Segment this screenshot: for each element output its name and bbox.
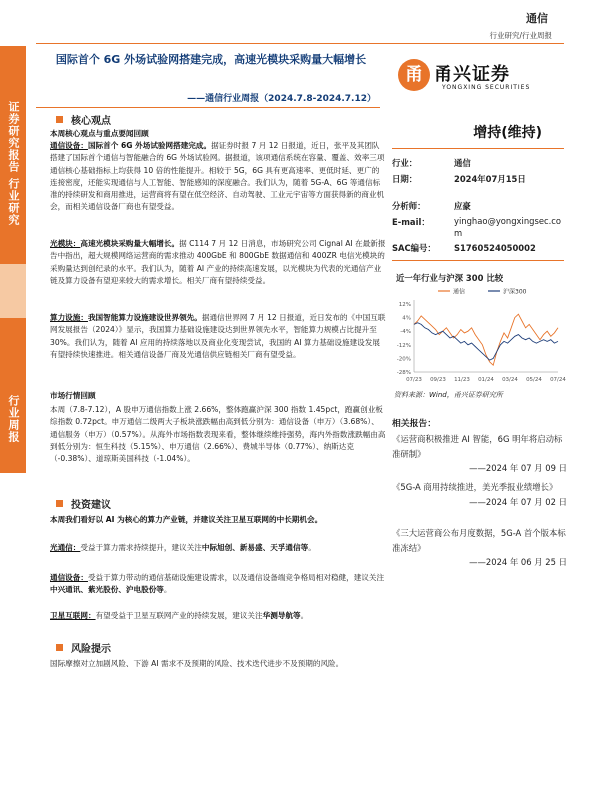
company-name: 甬兴证券 xyxy=(434,64,510,85)
related-report-item[interactable] xyxy=(392,480,567,509)
analyst-row xyxy=(392,199,471,213)
invest-text: 受益于算力带动的通信基础设施建设需求，以及通信设备端竞争格局相对稳健，建议关注 xyxy=(87,573,385,582)
info-divider xyxy=(392,260,564,261)
invest-label: 光通信： xyxy=(50,543,81,552)
section-marker-icon xyxy=(56,644,63,651)
analyst-key: SAC编号： xyxy=(392,243,436,253)
p3-body: 据通信世界网 7 月 12 日报道，近日发布的《中国互联网发展报告（2024）》显示，我国算力基础设施建设达到世界领先水平，智能算力规模占比提升至 30%。我们认为，随着 AI 应用的持续落地以及商业化变现尝试，我国的 AI 算力基础设施建设发展有望持续快速推进。相关通信设备厂商及光通信供应链相关厂商有望受益。 xyxy=(50,313,386,359)
related-report-title[interactable]: 《5G-A 商用持续推进，美光季报业绩增长》 xyxy=(392,482,558,492)
core-intro-text: 本周核心观点与重点要闻回顾 xyxy=(50,129,149,138)
info-value: 2024年07月15日 xyxy=(454,174,526,184)
paragraph-telecom-equipment xyxy=(50,140,386,214)
section-marker-icon xyxy=(56,500,63,507)
side-tab-report: 证券研究报告 行业研究 xyxy=(0,46,26,264)
info-value: 通信 xyxy=(454,158,471,168)
core-intro xyxy=(50,128,386,140)
p1-head: 国际首个 6G 外场试验网搭建完成。 xyxy=(87,141,212,150)
invest-stocks: 中际旭创、新易盛、天孚通信等 xyxy=(201,543,309,552)
invest-lead-text: 本周我们看好以 AI 为核心的算力产业链，并建议关注卫星互联网的中长期机会。 xyxy=(50,515,323,524)
related-report-date: ——2024 年 06 月 25 日 xyxy=(469,557,567,567)
p3-label: 算力设施： xyxy=(50,313,88,322)
analyst-key: E-mail： xyxy=(392,217,430,227)
performance-chart xyxy=(392,284,564,389)
x-tick-label: 01/24 xyxy=(478,377,494,383)
header-report-type: 行业研究/行业周报 xyxy=(489,31,552,40)
related-report-item[interactable] xyxy=(392,432,567,476)
section-risk xyxy=(46,640,111,655)
series-line xyxy=(414,314,558,365)
paragraph-computing xyxy=(50,312,386,361)
legend-label: 通信 xyxy=(453,288,466,296)
invest-label: 通信设备： xyxy=(50,573,88,582)
section-marker-icon xyxy=(56,116,63,123)
invest-text: 受益于算力需求持续提升，建议关注 xyxy=(80,543,202,552)
invest-item xyxy=(50,542,386,554)
related-report-title[interactable]: 《运营商积极推进 AI 智能，6G 明年将启动标准研制》 xyxy=(392,434,563,459)
y-tick-label: 4% xyxy=(402,315,411,322)
company-name-en: YONGXING SECURITIES xyxy=(442,84,531,91)
invest-label: 卫星互联网： xyxy=(50,611,96,620)
related-report-item[interactable] xyxy=(392,526,567,570)
info-row xyxy=(392,172,526,186)
y-tick-label: -4% xyxy=(400,329,411,336)
rating: 增持(维持) xyxy=(473,125,542,141)
p3-head: 我国智能算力设施建设世界领先。 xyxy=(87,313,202,322)
y-tick-label: -28% xyxy=(396,370,411,376)
x-tick-label: 03/24 xyxy=(502,377,518,383)
market-review-title xyxy=(50,390,386,402)
paragraph-optical-module xyxy=(50,238,386,287)
invest-lead xyxy=(50,514,386,526)
header-sector: 通信 xyxy=(526,12,548,25)
p2-head: 高速光模块采购量大幅增长。 xyxy=(80,239,180,248)
invest-end: 。 xyxy=(163,585,172,595)
y-tick-label: -20% xyxy=(396,356,411,363)
analyst-name: 应豪 xyxy=(454,201,471,211)
related-reports-title: 相关报告： xyxy=(392,419,436,429)
analyst-key: 分析师： xyxy=(392,201,426,211)
related-report-date: ——2024 年 07 月 02 日 xyxy=(469,496,567,507)
p1-body: 据证券时报 7 月 12 日报道，近日，张平及其团队搭建了国际首个通信与智能融合的 6G 外场试验网。据报道，该项通信系统在容量、覆盖、效率三项通信核心基础指标上均获得 10 倍的性能提升。相较于 5G，6G 具有更高速率、更低时延、更广的连接密度，还能实现通信与人工智能、智能感知的深度融合。我们认为，随着 5G-A、6G 等通信标准的持续研发和商用推进，运营商将有望在低空经济、自动驾驶、工业元宇宙等方面获得新的商业机会，而相关通信设备厂商也有望受益。 xyxy=(50,141,385,212)
company-logo-icon: 甬 xyxy=(398,59,430,91)
section-core xyxy=(46,112,111,127)
info-key: 行业： xyxy=(392,158,418,168)
market-title-text: 市场行情回顾 xyxy=(50,391,96,400)
section-invest xyxy=(46,496,111,511)
invest-stocks: 华测导航等 xyxy=(262,611,301,620)
side-tab-weekly: 行业周报 xyxy=(0,318,26,473)
x-tick-label: 11/23 xyxy=(454,377,470,383)
invest-item xyxy=(50,572,386,597)
y-tick-label: 12% xyxy=(398,302,411,308)
report-subtitle: ——通信行业周报（2024.7.8-2024.7.12） xyxy=(187,94,376,104)
risk-text: 国际摩擦对立加剧风险、下游 AI 需求不及预期的风险、技术迭代进步不及预期的风险。 xyxy=(50,659,344,668)
market-review-body: 本周（7.8-7.12），A 股申万通信指数上涨 2.66%，整体跑赢沪深 300 指数 1.45pct，跑赢创业板综指数 0.72pct。申万通信二级两大子板块涨跌幅由高到低分别为：通信设备（申万）（3.68%）、通信服务（申万）（0.57%）。从海外市场指数表现来看，整体继续维持强势，海内外指数涨跌幅由高到低分别为：恒生科技（5.15%）、申万通信（2.66%）、费城半导体（0.77%）、纳斯达克（-0.38%）、道琼斯美国科技（-1.04%）。 xyxy=(50,405,386,464)
p1-label: 通信设备： xyxy=(50,141,88,150)
related-report-date: ——2024 年 07 月 09 日 xyxy=(469,463,567,473)
p2-label: 光模块： xyxy=(50,239,81,248)
invest-end: 。 xyxy=(308,543,316,552)
x-tick-label: 07/23 xyxy=(406,377,422,383)
info-row xyxy=(392,156,471,170)
y-tick-label: -12% xyxy=(396,342,411,349)
sac-number: S1760524050002 xyxy=(454,243,536,253)
section-invest-title: 投资建议 xyxy=(71,500,111,511)
legend-label: 沪深300 xyxy=(503,288,527,296)
invest-text: 有望受益于卫星互联网产业的持续发展，建议关注 xyxy=(95,611,263,620)
chart-source: 资料来源：Wind，甬兴证券研究所 xyxy=(394,391,503,399)
x-tick-label: 09/23 xyxy=(430,377,446,383)
info-key: 日期： xyxy=(392,174,418,184)
x-tick-label: 05/24 xyxy=(526,377,542,383)
title-divider xyxy=(36,107,380,108)
rating-divider xyxy=(392,148,564,149)
section-risk-title: 风险提示 xyxy=(71,644,111,655)
header-divider xyxy=(36,43,564,44)
analyst-row xyxy=(392,241,536,255)
analyst-row xyxy=(392,215,567,239)
invest-item xyxy=(50,610,386,622)
related-report-title[interactable]: 《三大运营商公布月度数据，5G-A 首个版本标准冻结》 xyxy=(392,528,566,553)
analyst-email[interactable]: yinghao@yongxingsec.com xyxy=(454,216,561,238)
report-title: 国际首个 6G 外场试验网搭建完成，高速光模块采购量大幅增长 xyxy=(55,53,367,66)
chart-title: 近一年行业与沪深 300 比较 xyxy=(396,273,504,283)
side-tab-spacer xyxy=(0,264,26,318)
section-core-title: 核心观点 xyxy=(71,116,111,127)
invest-stocks: 中兴通讯、紫光股份、沪电股份等 xyxy=(50,585,164,595)
p2-body: 据 C114 7 月 12 日消息，市场研究公司 Cignal AI 在最新报告中指出，超大规模网络运营商的需求推动 400GbE 和 800GbE 数据通信和 400ZR 电信光模块的采购量达到创纪录的水平。我们认为，随着 AI 产业的持续高速发展，以光模块为代表的光通信产业链及算力设备有望迎来较大的需求增长。相关厂商有望持续受益。 xyxy=(50,239,386,285)
invest-end: 。 xyxy=(300,611,309,620)
x-tick-label: 07/24 xyxy=(550,377,566,383)
